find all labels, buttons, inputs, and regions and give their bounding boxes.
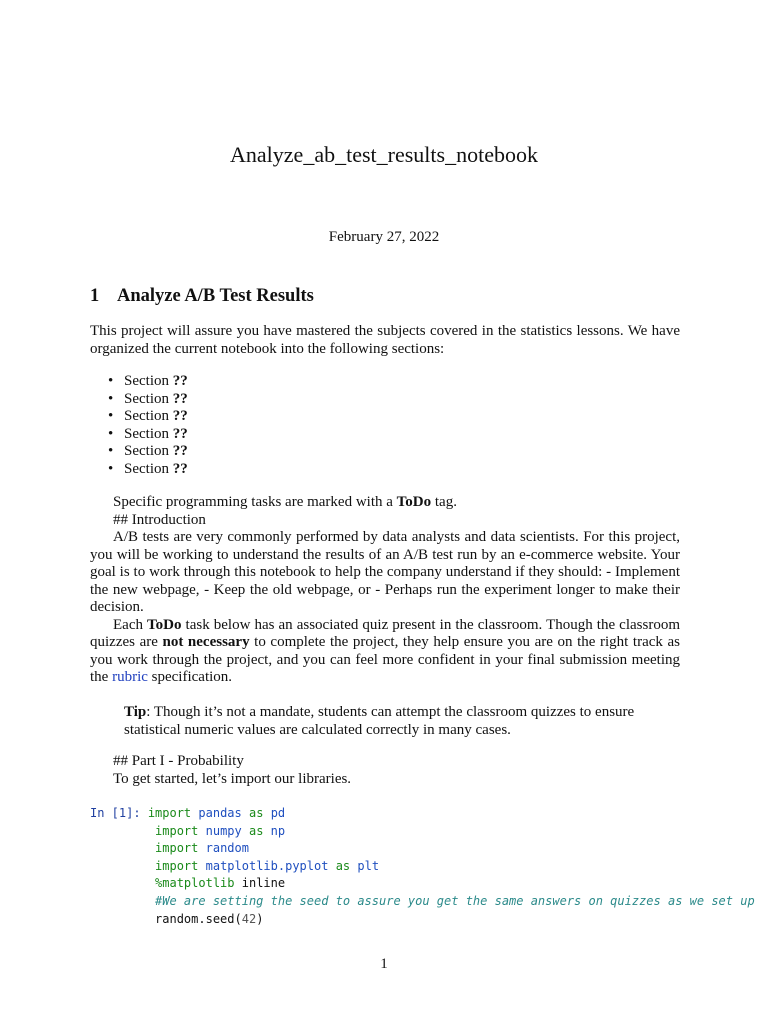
introduction-heading: ## Introduction	[113, 511, 206, 528]
section-ref: ??	[172, 390, 188, 407]
rubric-link[interactable]: rubric	[112, 669, 148, 685]
document-title: Analyze_ab_test_results_notebook	[230, 142, 538, 167]
cell-prompt: In [1]:	[90, 806, 141, 820]
section-title: Analyze A/B Test Results	[117, 286, 314, 306]
code-cell: In [1]: import pandas as pd import numpy as np import random import matplotlib.pyplot as plt %matplotlib inline #We are setting the seed to assure you get the same answers on quizzes as we set up random.seed(42)	[90, 806, 755, 926]
tip-quote: Tip: Though it’s not a mandate, students can attempt the classroom quizzes to ensure statistical numeric values are calculated correctly in many cases.	[124, 704, 635, 738]
list-item: • Section ??	[108, 426, 188, 444]
section-ref: ??	[172, 425, 188, 442]
page-number: 1	[380, 956, 388, 972]
section-ref: ??	[172, 373, 188, 389]
list-item: • Section ??	[108, 461, 188, 479]
todo-paragraph: Each ToDo task below has an associated quiz present in the classroom. Though the classroom quizzes are not necessary to complete the project, they help ensure you are on the right track as you work through the project, and you can feel more confident in your final submission meeting the rubric specification.	[90, 616, 680, 685]
intro-paragraph: This project will assure you have mastered the subjects covered in the statistics lessons. We have organized the current notebook into the following sections:	[90, 323, 680, 357]
code-comment: #We are setting the seed to assure you get the same answers on quizzes as we set up	[155, 893, 755, 908]
part-heading: ## Part I - Probability	[113, 753, 244, 769]
section-ref: ??	[172, 408, 188, 425]
document-date: February 27, 2022	[328, 229, 440, 245]
todo-line: Specific programming tasks are marked with a ToDo tag.	[113, 494, 457, 510]
part-section	[90, 753, 680, 788]
section-number: 1	[90, 286, 100, 306]
list-item: • Section ??	[108, 373, 188, 391]
list-item: • Section ??	[108, 391, 188, 409]
list-item: • Section ??	[108, 443, 188, 461]
section-ref: ??	[172, 443, 188, 460]
section-ref: ??	[172, 460, 188, 477]
section-heading	[90, 286, 314, 307]
libraries-line: To get started, let’s import our libraries.	[113, 770, 352, 787]
section-list	[108, 373, 188, 479]
body-text	[90, 494, 680, 687]
ab-paragraph: A/B tests are very commonly performed by data analysts and data scientists. For this project, you will be working to understand the results of an A/B test run by an e-commerce website. Your goal is to work through this notebook to help the company understand if they should: - Implement the new webpage, - Keep the old webpage, or - Perhaps run the experiment longer to make their decision.	[90, 529, 680, 615]
list-item: • Section ??	[108, 408, 188, 426]
